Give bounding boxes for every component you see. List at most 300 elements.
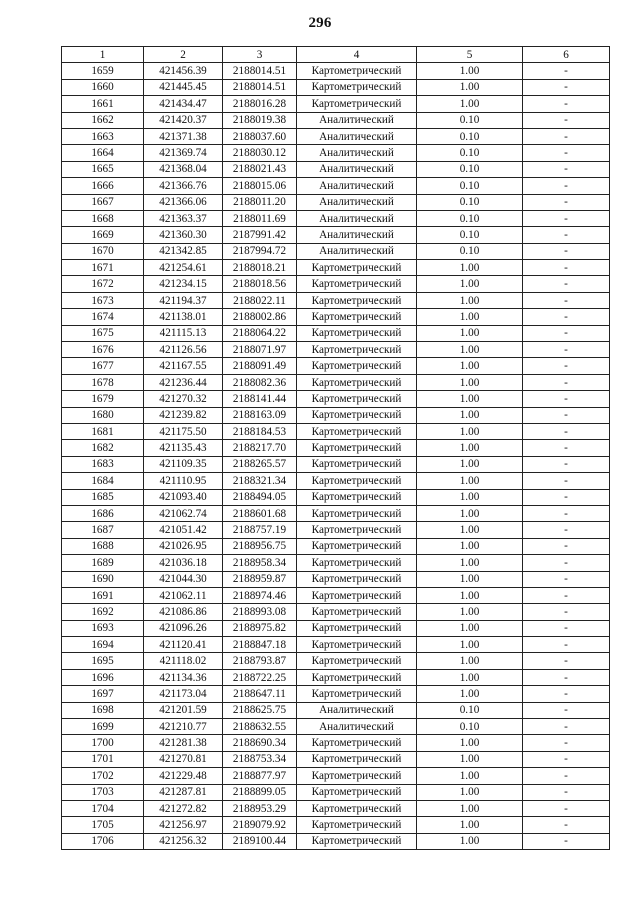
y-coordinate-cell: 2188091.49 (223, 358, 297, 374)
note-cell: - (523, 686, 610, 702)
point-number-cell: 1665 (62, 161, 144, 177)
x-coordinate-cell: 421229.48 (144, 768, 223, 784)
x-coordinate-cell: 421173.04 (144, 686, 223, 702)
accuracy-cell: 1.00 (417, 473, 523, 489)
table-row (62, 456, 610, 472)
x-coordinate-cell: 421167.55 (144, 358, 223, 374)
x-coordinate-cell: 421234.15 (144, 276, 223, 292)
accuracy-cell: 0.10 (417, 112, 523, 128)
method-cell: Картометрический (297, 538, 417, 554)
table-row (62, 391, 610, 407)
table-row (62, 702, 610, 718)
table-row (62, 669, 610, 685)
note-cell: - (523, 194, 610, 210)
x-coordinate-cell: 421456.39 (144, 63, 223, 79)
point-number-cell: 1706 (62, 833, 144, 849)
y-coordinate-cell: 2188625.75 (223, 702, 297, 718)
table-row (62, 719, 610, 735)
x-coordinate-cell: 421051.42 (144, 522, 223, 538)
y-coordinate-cell: 2188494.05 (223, 489, 297, 505)
accuracy-cell: 1.00 (417, 96, 523, 112)
method-cell: Картометрический (297, 374, 417, 390)
accuracy-cell: 1.00 (417, 817, 523, 833)
method-cell: Картометрический (297, 276, 417, 292)
column-header: 4 (297, 47, 417, 63)
coordinates-table (61, 46, 610, 850)
x-coordinate-cell: 421126.56 (144, 342, 223, 358)
accuracy-cell: 1.00 (417, 604, 523, 620)
accuracy-cell: 0.10 (417, 178, 523, 194)
note-cell: - (523, 112, 610, 128)
point-number-cell: 1668 (62, 210, 144, 226)
y-coordinate-cell: 2187991.42 (223, 227, 297, 243)
method-cell: Картометрический (297, 292, 417, 308)
accuracy-cell: 1.00 (417, 686, 523, 702)
method-cell: Картометрический (297, 325, 417, 341)
point-number-cell: 1663 (62, 128, 144, 144)
point-number-cell: 1701 (62, 751, 144, 767)
table-row (62, 800, 610, 816)
y-coordinate-cell: 2188141.44 (223, 391, 297, 407)
column-header: 5 (417, 47, 523, 63)
note-cell: - (523, 210, 610, 226)
note-cell: - (523, 79, 610, 95)
method-cell: Аналитический (297, 210, 417, 226)
x-coordinate-cell: 421135.43 (144, 440, 223, 456)
method-cell: Аналитический (297, 194, 417, 210)
note-cell: - (523, 620, 610, 636)
point-number-cell: 1687 (62, 522, 144, 538)
y-coordinate-cell: 2188014.51 (223, 63, 297, 79)
point-number-cell: 1674 (62, 309, 144, 325)
table-row (62, 96, 610, 112)
x-coordinate-cell: 421366.06 (144, 194, 223, 210)
y-coordinate-cell: 2188021.43 (223, 161, 297, 177)
table-row (62, 194, 610, 210)
table-row (62, 817, 610, 833)
accuracy-cell: 1.00 (417, 669, 523, 685)
x-coordinate-cell: 421115.13 (144, 325, 223, 341)
x-coordinate-cell: 421062.11 (144, 587, 223, 603)
x-coordinate-cell: 421194.37 (144, 292, 223, 308)
point-number-cell: 1691 (62, 587, 144, 603)
point-number-cell: 1669 (62, 227, 144, 243)
method-cell: Картометрический (297, 522, 417, 538)
y-coordinate-cell: 2188847.18 (223, 637, 297, 653)
method-cell: Аналитический (297, 702, 417, 718)
x-coordinate-cell: 421026.95 (144, 538, 223, 554)
column-header: 1 (62, 47, 144, 63)
table-row (62, 260, 610, 276)
point-number-cell: 1680 (62, 407, 144, 423)
y-coordinate-cell: 2188899.05 (223, 784, 297, 800)
note-cell: - (523, 587, 610, 603)
note-cell: - (523, 374, 610, 390)
y-coordinate-cell: 2188753.34 (223, 751, 297, 767)
accuracy-cell: 1.00 (417, 489, 523, 505)
method-cell: Картометрический (297, 342, 417, 358)
point-number-cell: 1702 (62, 768, 144, 784)
table-row (62, 112, 610, 128)
table-row (62, 128, 610, 144)
method-cell: Картометрический (297, 423, 417, 439)
x-coordinate-cell: 421239.82 (144, 407, 223, 423)
point-number-cell: 1698 (62, 702, 144, 718)
accuracy-cell: 1.00 (417, 342, 523, 358)
y-coordinate-cell: 2188974.46 (223, 587, 297, 603)
table-row (62, 243, 610, 259)
note-cell: - (523, 800, 610, 816)
accuracy-cell: 1.00 (417, 637, 523, 653)
table-row (62, 751, 610, 767)
method-cell: Картометрический (297, 751, 417, 767)
accuracy-cell: 0.10 (417, 227, 523, 243)
point-number-cell: 1681 (62, 423, 144, 439)
y-coordinate-cell: 2188018.56 (223, 276, 297, 292)
note-cell: - (523, 637, 610, 653)
y-coordinate-cell: 2188958.34 (223, 555, 297, 571)
method-cell: Аналитический (297, 178, 417, 194)
method-cell: Картометрический (297, 686, 417, 702)
note-cell: - (523, 604, 610, 620)
note-cell: - (523, 653, 610, 669)
note-cell: - (523, 571, 610, 587)
x-coordinate-cell: 421138.01 (144, 309, 223, 325)
y-coordinate-cell: 2188959.87 (223, 571, 297, 587)
method-cell: Картометрический (297, 555, 417, 571)
x-coordinate-cell: 421342.85 (144, 243, 223, 259)
method-cell: Картометрический (297, 768, 417, 784)
note-cell: - (523, 833, 610, 849)
accuracy-cell: 0.10 (417, 702, 523, 718)
table-row (62, 440, 610, 456)
accuracy-cell: 0.10 (417, 128, 523, 144)
method-cell: Картометрический (297, 833, 417, 849)
table-row (62, 210, 610, 226)
table-row (62, 178, 610, 194)
accuracy-cell: 1.00 (417, 653, 523, 669)
y-coordinate-cell: 2188071.97 (223, 342, 297, 358)
note-cell: - (523, 669, 610, 685)
point-number-cell: 1664 (62, 145, 144, 161)
method-cell: Картометрический (297, 735, 417, 751)
point-number-cell: 1685 (62, 489, 144, 505)
note-cell: - (523, 96, 610, 112)
method-cell: Картометрический (297, 587, 417, 603)
point-number-cell: 1671 (62, 260, 144, 276)
note-cell: - (523, 309, 610, 325)
accuracy-cell: 1.00 (417, 423, 523, 439)
y-coordinate-cell: 2188975.82 (223, 620, 297, 636)
method-cell: Картометрический (297, 637, 417, 653)
point-number-cell: 1690 (62, 571, 144, 587)
note-cell: - (523, 325, 610, 341)
accuracy-cell: 0.10 (417, 243, 523, 259)
note-cell: - (523, 63, 610, 79)
accuracy-cell: 1.00 (417, 325, 523, 341)
method-cell: Картометрический (297, 63, 417, 79)
x-coordinate-cell: 421236.44 (144, 374, 223, 390)
table-row (62, 473, 610, 489)
method-cell: Аналитический (297, 128, 417, 144)
y-coordinate-cell: 2188163.09 (223, 407, 297, 423)
table-row (62, 587, 610, 603)
note-cell: - (523, 522, 610, 538)
x-coordinate-cell: 421175.50 (144, 423, 223, 439)
y-coordinate-cell: 2188011.20 (223, 194, 297, 210)
table-row (62, 735, 610, 751)
y-coordinate-cell: 2188019.38 (223, 112, 297, 128)
method-cell: Картометрический (297, 407, 417, 423)
table-row (62, 505, 610, 521)
method-cell: Картометрический (297, 358, 417, 374)
y-coordinate-cell: 2188877.97 (223, 768, 297, 784)
y-coordinate-cell: 2188993.08 (223, 604, 297, 620)
method-cell: Картометрический (297, 489, 417, 505)
accuracy-cell: 1.00 (417, 374, 523, 390)
method-cell: Картометрический (297, 96, 417, 112)
y-coordinate-cell: 2188016.28 (223, 96, 297, 112)
x-coordinate-cell: 421118.02 (144, 653, 223, 669)
accuracy-cell: 1.00 (417, 456, 523, 472)
accuracy-cell: 1.00 (417, 555, 523, 571)
note-cell: - (523, 358, 610, 374)
method-cell: Аналитический (297, 719, 417, 735)
accuracy-cell: 0.10 (417, 161, 523, 177)
y-coordinate-cell: 2188722.25 (223, 669, 297, 685)
x-coordinate-cell: 421281.38 (144, 735, 223, 751)
accuracy-cell: 1.00 (417, 620, 523, 636)
note-cell: - (523, 292, 610, 308)
accuracy-cell: 1.00 (417, 735, 523, 751)
note-cell: - (523, 538, 610, 554)
point-number-cell: 1682 (62, 440, 144, 456)
accuracy-cell: 0.10 (417, 194, 523, 210)
method-cell: Картометрический (297, 456, 417, 472)
table-row (62, 358, 610, 374)
point-number-cell: 1676 (62, 342, 144, 358)
point-number-cell: 1689 (62, 555, 144, 571)
x-coordinate-cell: 421371.38 (144, 128, 223, 144)
table-row (62, 309, 610, 325)
column-header: 2 (144, 47, 223, 63)
x-coordinate-cell: 421366.76 (144, 178, 223, 194)
table-row (62, 784, 610, 800)
point-number-cell: 1670 (62, 243, 144, 259)
note-cell: - (523, 145, 610, 161)
note-cell: - (523, 719, 610, 735)
y-coordinate-cell: 2188030.12 (223, 145, 297, 161)
accuracy-cell: 0.10 (417, 145, 523, 161)
y-coordinate-cell: 2188011.69 (223, 210, 297, 226)
x-coordinate-cell: 421096.26 (144, 620, 223, 636)
note-cell: - (523, 423, 610, 439)
x-coordinate-cell: 421445.45 (144, 79, 223, 95)
y-coordinate-cell: 2188321.34 (223, 473, 297, 489)
table-row (62, 555, 610, 571)
point-number-cell: 1684 (62, 473, 144, 489)
x-coordinate-cell: 421272.82 (144, 800, 223, 816)
accuracy-cell: 1.00 (417, 768, 523, 784)
method-cell: Аналитический (297, 112, 417, 128)
note-cell: - (523, 768, 610, 784)
note-cell: - (523, 407, 610, 423)
point-number-cell: 1696 (62, 669, 144, 685)
table-row (62, 276, 610, 292)
table-row (62, 686, 610, 702)
accuracy-cell: 1.00 (417, 358, 523, 374)
y-coordinate-cell: 2188956.75 (223, 538, 297, 554)
x-coordinate-cell: 421363.37 (144, 210, 223, 226)
y-coordinate-cell: 2188082.36 (223, 374, 297, 390)
accuracy-cell: 0.10 (417, 210, 523, 226)
y-coordinate-cell: 2188793.87 (223, 653, 297, 669)
x-coordinate-cell: 421420.37 (144, 112, 223, 128)
point-number-cell: 1695 (62, 653, 144, 669)
table-header-row (62, 47, 610, 63)
table-row (62, 637, 610, 653)
accuracy-cell: 1.00 (417, 63, 523, 79)
method-cell: Картометрический (297, 473, 417, 489)
note-cell: - (523, 178, 610, 194)
method-cell: Аналитический (297, 227, 417, 243)
x-coordinate-cell: 421036.18 (144, 555, 223, 571)
note-cell: - (523, 440, 610, 456)
note-cell: - (523, 260, 610, 276)
x-coordinate-cell: 421062.74 (144, 505, 223, 521)
y-coordinate-cell: 2188037.60 (223, 128, 297, 144)
x-coordinate-cell: 421369.74 (144, 145, 223, 161)
accuracy-cell: 1.00 (417, 309, 523, 325)
note-cell: - (523, 473, 610, 489)
y-coordinate-cell: 2188015.06 (223, 178, 297, 194)
column-header: 3 (223, 47, 297, 63)
method-cell: Картометрический (297, 817, 417, 833)
x-coordinate-cell: 421120.41 (144, 637, 223, 653)
table-row (62, 768, 610, 784)
x-coordinate-cell: 421270.32 (144, 391, 223, 407)
y-coordinate-cell: 2188022.11 (223, 292, 297, 308)
point-number-cell: 1700 (62, 735, 144, 751)
point-number-cell: 1677 (62, 358, 144, 374)
point-number-cell: 1703 (62, 784, 144, 800)
note-cell: - (523, 128, 610, 144)
accuracy-cell: 1.00 (417, 276, 523, 292)
accuracy-cell: 1.00 (417, 800, 523, 816)
x-coordinate-cell: 421134.36 (144, 669, 223, 685)
table-row (62, 292, 610, 308)
table-row (62, 342, 610, 358)
accuracy-cell: 1.00 (417, 571, 523, 587)
table-body (62, 63, 610, 850)
method-cell: Картометрический (297, 571, 417, 587)
y-coordinate-cell: 2188632.55 (223, 719, 297, 735)
method-cell: Картометрический (297, 505, 417, 521)
point-number-cell: 1688 (62, 538, 144, 554)
table-row (62, 571, 610, 587)
table-row (62, 374, 610, 390)
point-number-cell: 1679 (62, 391, 144, 407)
note-cell: - (523, 505, 610, 521)
table-row (62, 227, 610, 243)
accuracy-cell: 1.00 (417, 407, 523, 423)
point-number-cell: 1705 (62, 817, 144, 833)
y-coordinate-cell: 2188002.86 (223, 309, 297, 325)
point-number-cell: 1667 (62, 194, 144, 210)
y-coordinate-cell: 2188757.19 (223, 522, 297, 538)
note-cell: - (523, 227, 610, 243)
accuracy-cell: 1.00 (417, 751, 523, 767)
method-cell: Картометрический (297, 260, 417, 276)
x-coordinate-cell: 421270.81 (144, 751, 223, 767)
accuracy-cell: 1.00 (417, 292, 523, 308)
note-cell: - (523, 702, 610, 718)
y-coordinate-cell: 2188064.22 (223, 325, 297, 341)
x-coordinate-cell: 421201.59 (144, 702, 223, 718)
method-cell: Картометрический (297, 620, 417, 636)
note-cell: - (523, 784, 610, 800)
x-coordinate-cell: 421254.61 (144, 260, 223, 276)
method-cell: Картометрический (297, 800, 417, 816)
x-coordinate-cell: 421110.95 (144, 473, 223, 489)
point-number-cell: 1666 (62, 178, 144, 194)
x-coordinate-cell: 421256.32 (144, 833, 223, 849)
accuracy-cell: 1.00 (417, 391, 523, 407)
y-coordinate-cell: 2188265.57 (223, 456, 297, 472)
point-number-cell: 1704 (62, 800, 144, 816)
point-number-cell: 1672 (62, 276, 144, 292)
point-number-cell: 1694 (62, 637, 144, 653)
note-cell: - (523, 243, 610, 259)
x-coordinate-cell: 421287.81 (144, 784, 223, 800)
method-cell: Аналитический (297, 243, 417, 259)
y-coordinate-cell: 2188217.70 (223, 440, 297, 456)
y-coordinate-cell: 2188184.53 (223, 423, 297, 439)
table-row (62, 653, 610, 669)
x-coordinate-cell: 421434.47 (144, 96, 223, 112)
accuracy-cell: 0.10 (417, 719, 523, 735)
accuracy-cell: 1.00 (417, 440, 523, 456)
y-coordinate-cell: 2188014.51 (223, 79, 297, 95)
accuracy-cell: 1.00 (417, 505, 523, 521)
note-cell: - (523, 817, 610, 833)
table-row (62, 145, 610, 161)
accuracy-cell: 1.00 (417, 587, 523, 603)
point-number-cell: 1675 (62, 325, 144, 341)
note-cell: - (523, 276, 610, 292)
table-row (62, 620, 610, 636)
page-number: 296 (308, 15, 332, 31)
y-coordinate-cell: 2187994.72 (223, 243, 297, 259)
table-row (62, 325, 610, 341)
point-number-cell: 1686 (62, 505, 144, 521)
x-coordinate-cell: 421044.30 (144, 571, 223, 587)
point-number-cell: 1697 (62, 686, 144, 702)
note-cell: - (523, 489, 610, 505)
note-cell: - (523, 456, 610, 472)
y-coordinate-cell: 2188018.21 (223, 260, 297, 276)
x-coordinate-cell: 421109.35 (144, 456, 223, 472)
accuracy-cell: 1.00 (417, 79, 523, 95)
table-row (62, 489, 610, 505)
x-coordinate-cell: 421368.04 (144, 161, 223, 177)
point-number-cell: 1673 (62, 292, 144, 308)
table-row (62, 522, 610, 538)
point-number-cell: 1699 (62, 719, 144, 735)
method-cell: Картометрический (297, 79, 417, 95)
method-cell: Картометрический (297, 669, 417, 685)
y-coordinate-cell: 2189079.92 (223, 817, 297, 833)
